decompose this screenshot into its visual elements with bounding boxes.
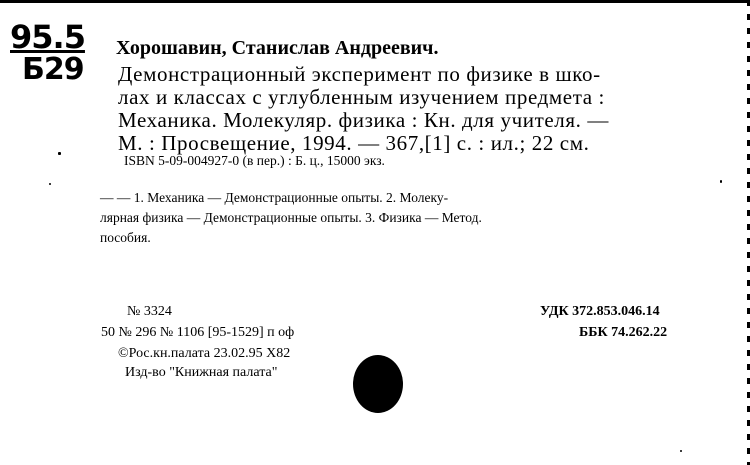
publisher-line: Изд-во "Книжная палата" xyxy=(125,365,278,380)
speck-mark xyxy=(58,152,61,155)
ink-blot xyxy=(353,355,403,413)
call-number-line1: 95.5 xyxy=(10,18,85,56)
author-heading: Хорошавин, Станислав Андреевич. xyxy=(116,37,439,59)
topics-line-1: — — 1. Механика — Демонстрационные опыты. 2. Молеку- xyxy=(100,190,449,205)
print-run-line: 50 № 296 № 1106 [95-1529] п оф xyxy=(101,325,295,340)
title-line-1: Демонстрационный эксперимент по физике в шко- xyxy=(118,62,601,86)
speck-mark xyxy=(49,183,51,185)
topics-line-2: лярная физика — Демонстрационные опыты. 3. Физика — Метод. xyxy=(100,210,482,225)
title-line-2: лах и классах с углубленным изучением предмета : xyxy=(118,85,605,109)
title-line-4: М. : Просвещение, 1994. — 367,[1] с. : ил.; 22 см. xyxy=(118,131,590,155)
card-number: № 3324 xyxy=(127,304,172,319)
speck-mark xyxy=(720,180,722,183)
call-number-line2: Б29 xyxy=(22,52,84,87)
bbk-code: ББК 74.262.22 xyxy=(579,325,668,340)
topics-line-3: пособия. xyxy=(100,230,151,245)
card-top-border xyxy=(0,0,750,3)
title-line-3: Механика. Молекуляр. физика : Кн. для учителя. — xyxy=(118,108,609,132)
udk-code: УДК 372.853.046.14 xyxy=(540,304,660,319)
chamber-line: ©Рос.кн.палата 23.02.95 X82 xyxy=(118,346,291,361)
isbn-line: ISBN 5-09-004927-0 (в пер.) : Б. ц., 15000 экз. xyxy=(124,153,385,168)
speck-mark xyxy=(680,450,682,452)
